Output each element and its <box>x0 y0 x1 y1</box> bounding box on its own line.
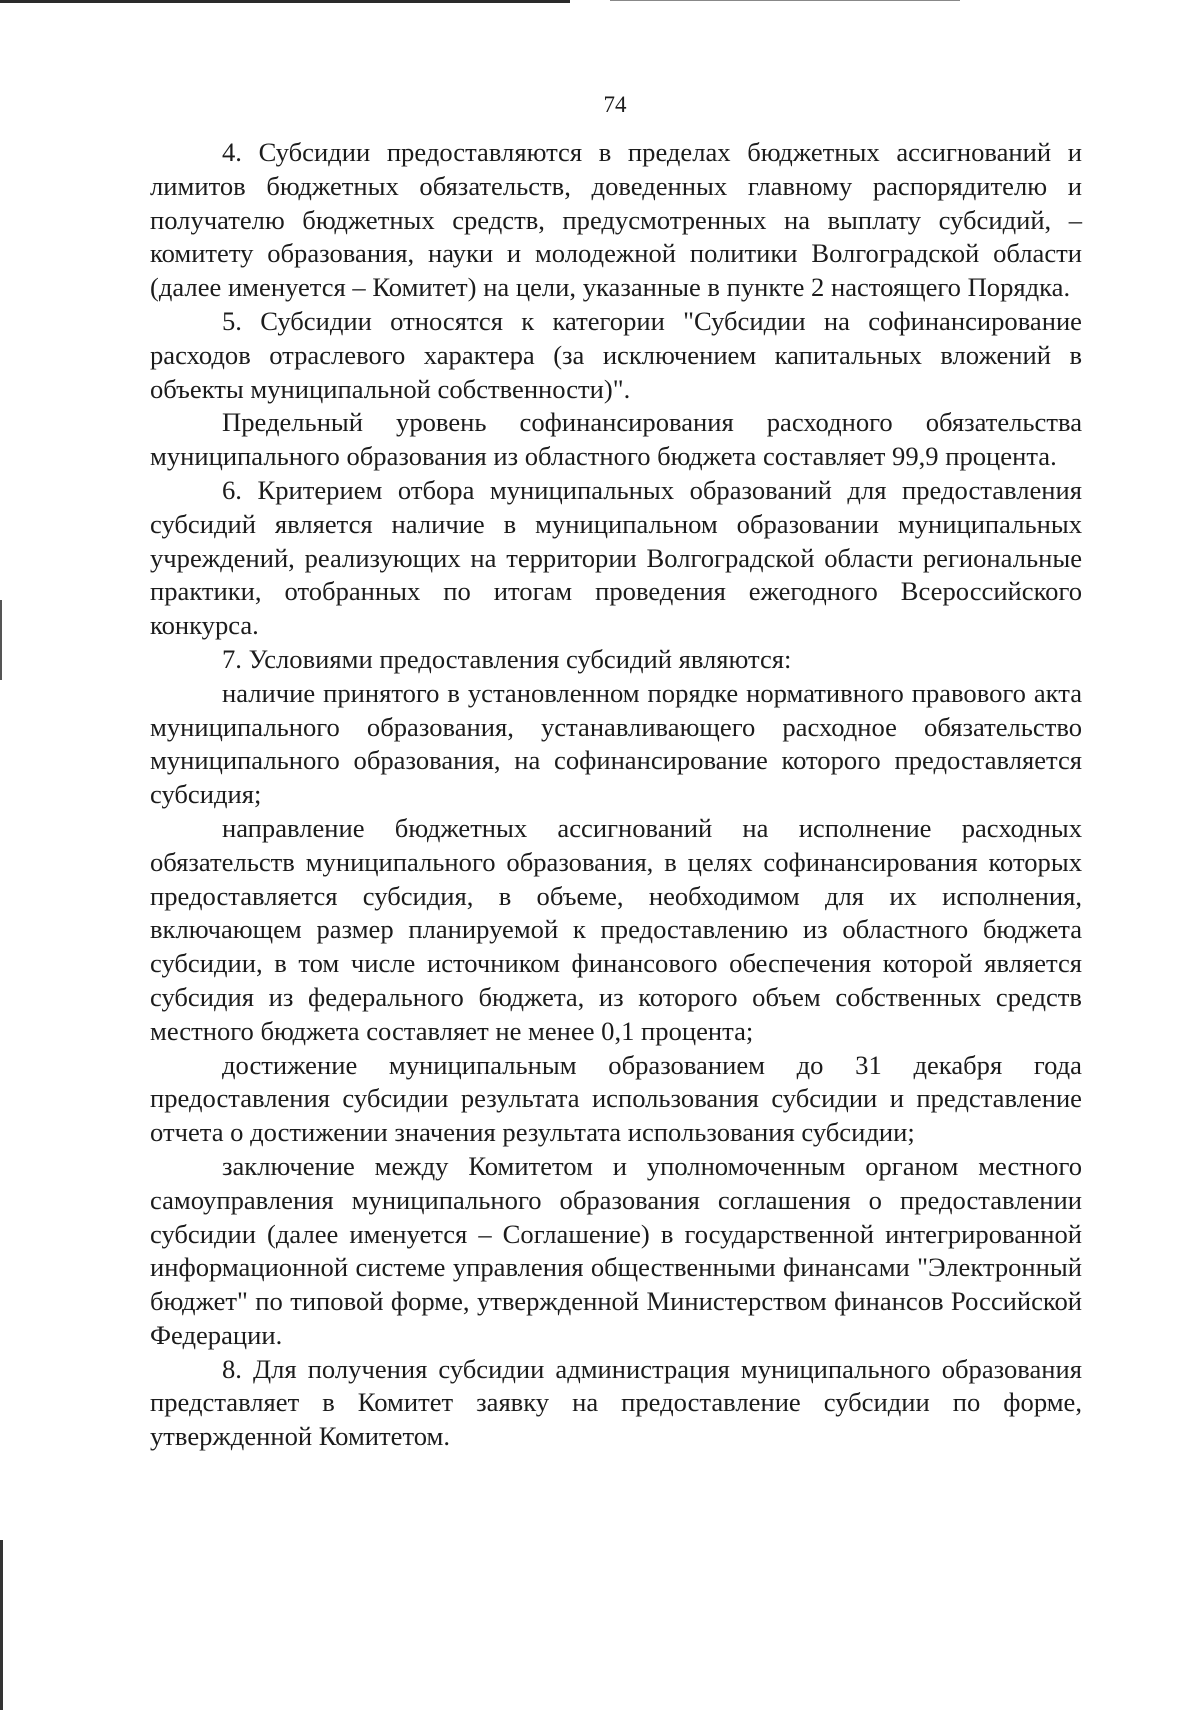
document-body <box>150 136 1082 1454</box>
paragraph-condition-result: достижение муниципальным образованием до 31 декабря года предоставления субсидии результата использования субсидии и представление отчета о достижении значения результата использования субсидии; <box>150 1049 1082 1148</box>
scan-edge-mark <box>0 600 2 680</box>
scan-edge-line <box>610 0 960 1</box>
paragraph-condition-agreement: заключение между Комитетом и уполномоченным органом местного самоуправления муниципального образования соглашения о предоставлении субсидии (далее именуется – Соглашение) в государственной интегрированной информационной системе управления общественными финансами "Электронный бюджет" по типовой форме, утвержденной Министерством финансов Российской Федерации. <box>150 1150 1082 1350</box>
scan-edge-line <box>0 0 570 3</box>
paragraph-cofinancing-level: Предельный уровень софинансирования расходного обязательства муниципального образования из областного бюджета составляет 99,9 процента. <box>150 407 1082 472</box>
paragraph-item-6: 6. Критерием отбора муниципальных образований для предоставления субсидий является наличие в муниципальном образовании муниципальных учреждений, реализующих на территории Волгоградской области региональные практики, отобранных по итогам проведения ежегодного Всероссийского конкурса. <box>150 474 1082 641</box>
scan-edge-mark <box>0 1540 3 1710</box>
page-number: 74 <box>603 92 627 117</box>
paragraph-condition-budget-allocation: направление бюджетных ассигнований на исполнение расходных обязательств муниципального образования, в целях софинансирования которых предоставляется субсидия, в объеме, необходимом для их исполнения, включающем размер планируемой к предоставлению из областного бюджета субсидии, в том числе источником финансового обеспечения которой является субсидия из федерального бюджета, из которого объем собственных средств местного бюджета составляет не менее 0,1 процента; <box>150 812 1082 1046</box>
paragraph-item-7: 7. Условиями предоставления субсидий являются: <box>222 643 792 674</box>
paragraph-item-4: 4. Субсидии предоставляются в пределах бюджетных ассигнований и лимитов бюджетных обязательств, доведенных главному распорядителю и получателю бюджетных средств, предусмотренных на выплату субсидий, – комитету образования, науки и молодежной политики Волгоградской области (далее именуется – Комитет) на цели, указанные в пункте 2 настоящего Порядка. <box>150 137 1082 303</box>
paragraph-item-5: 5. Субсидии относятся к категории "Субсидии на софинансирование расходов отраслевого характера (за исключением капитальных вложений в объекты муниципальной собственности)". <box>150 305 1082 404</box>
paragraph-item-8: 8. Для получения субсидии администрация муниципального образования представляет в Комитет заявку на предоставление субсидии по форме, утвержденной Комитетом. <box>150 1353 1082 1452</box>
paragraph-condition-legal-act: наличие принятого в установленном порядке нормативного правового акта муниципального образования, устанавливающего расходное обязательство муниципального образования, на софинансирование которого предоставляется субсидия; <box>150 677 1082 810</box>
